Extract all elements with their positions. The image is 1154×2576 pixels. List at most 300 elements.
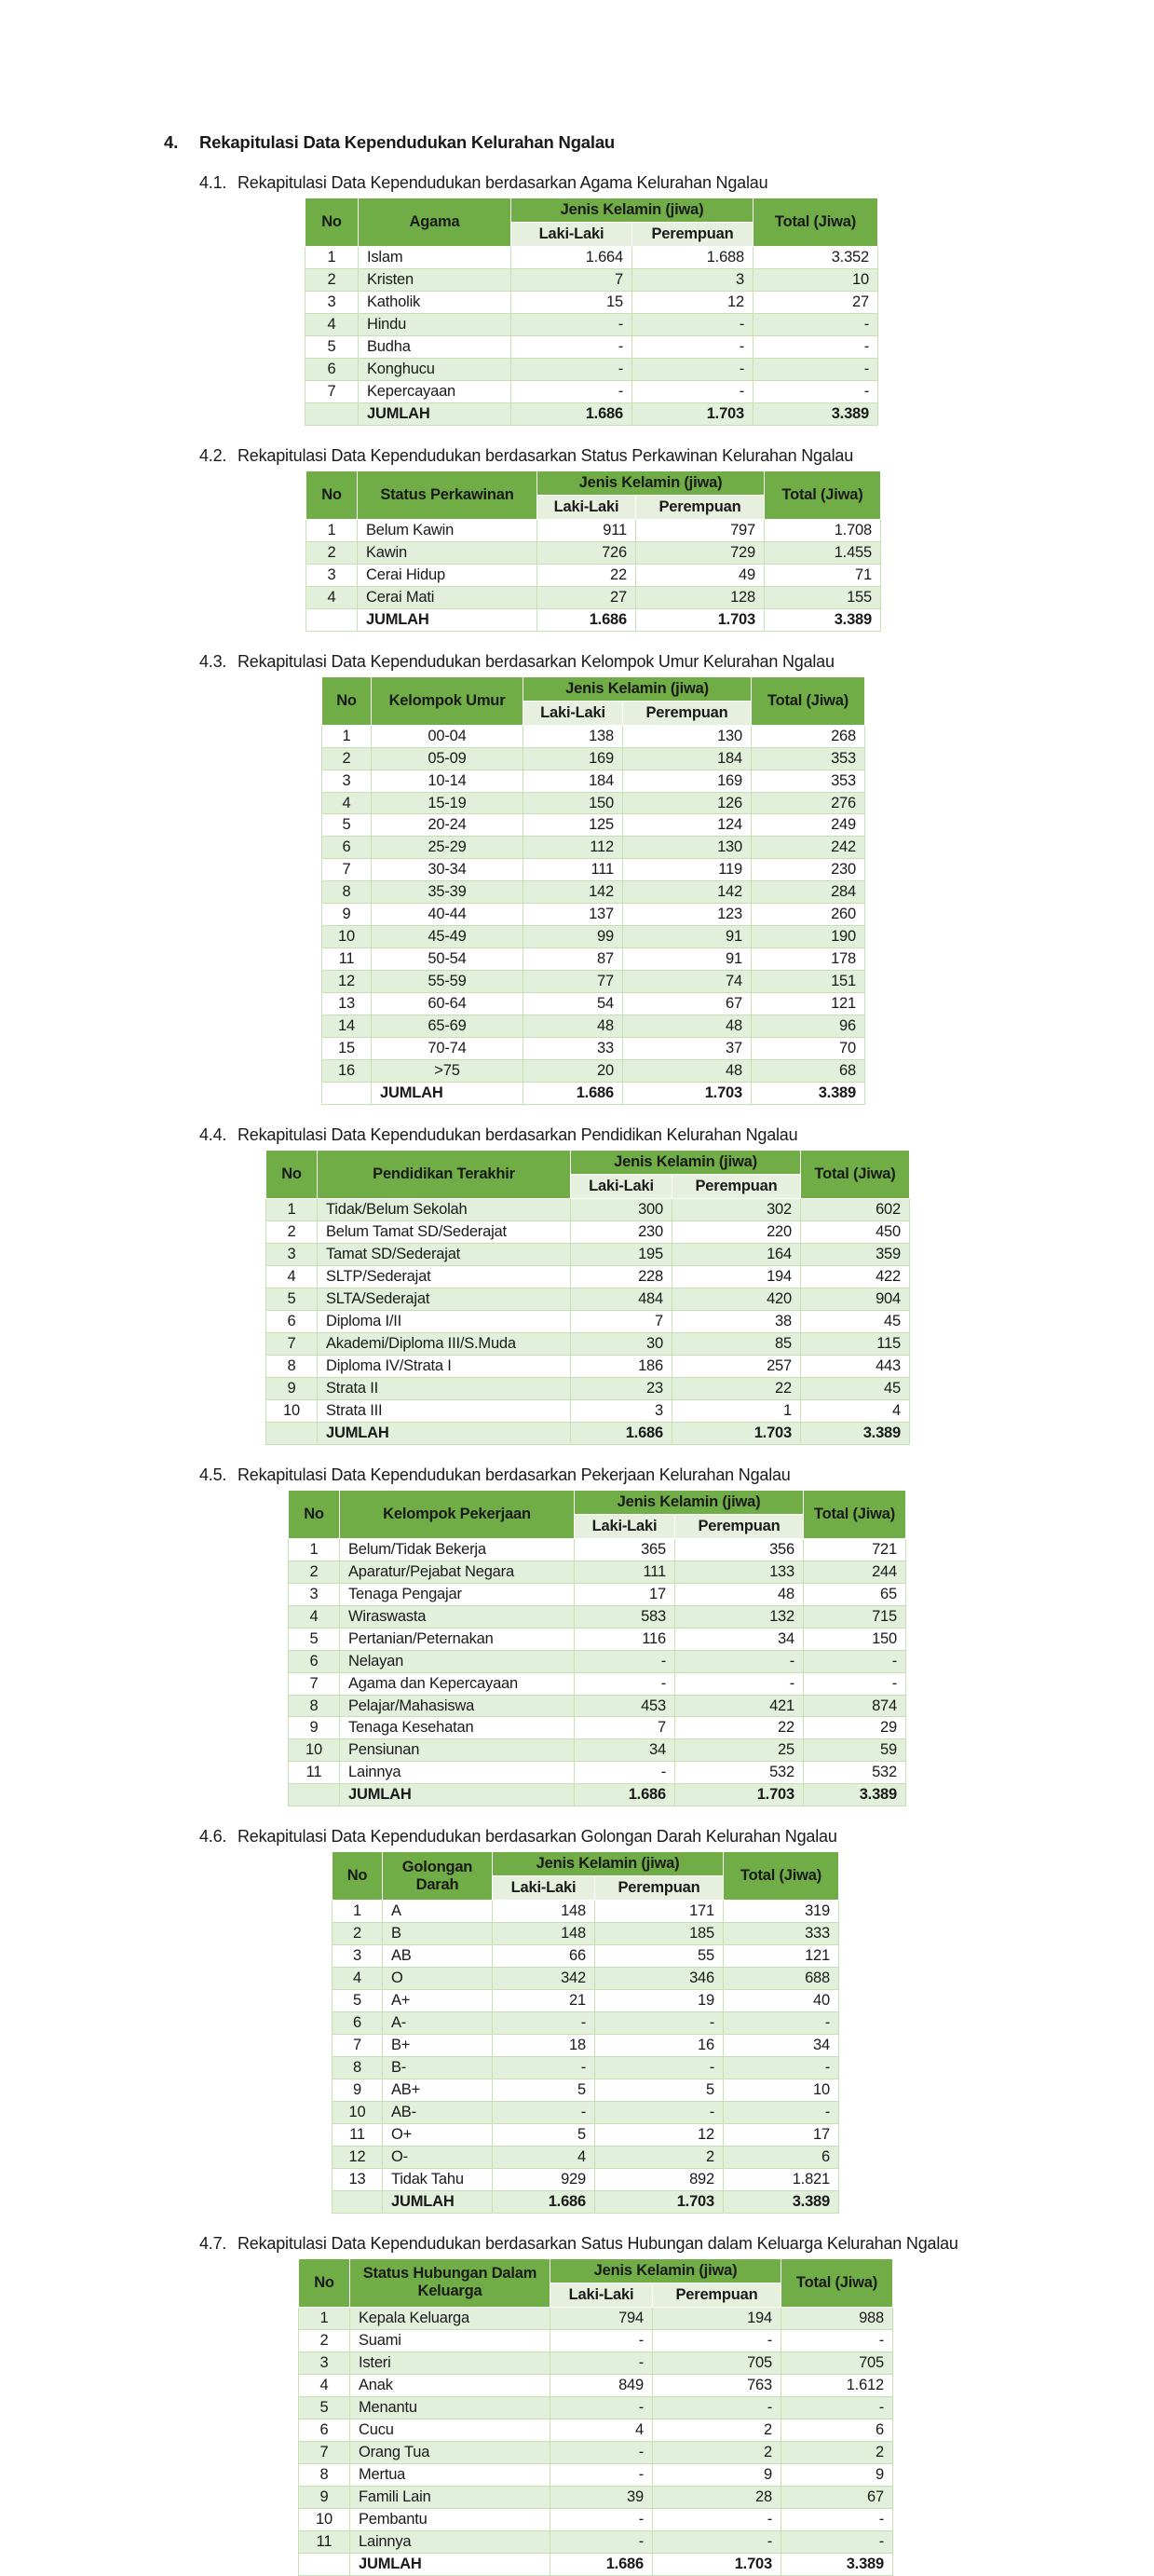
cell-laki-laki: 5 xyxy=(493,2079,595,2102)
cell-total: 450 xyxy=(801,1221,910,1244)
col-header-jenis-kelamin: Jenis Kelamin (jiwa) xyxy=(493,1852,724,1876)
jumlah-label: JUMLAH xyxy=(340,1784,575,1806)
cell-no: 3 xyxy=(266,1244,318,1266)
cell-no: 5 xyxy=(266,1288,318,1310)
cell-no: 6 xyxy=(299,2419,350,2441)
table-row xyxy=(305,268,878,291)
table-row xyxy=(322,770,865,792)
cell-category: A- xyxy=(383,2012,493,2035)
col-header-no: No xyxy=(266,1151,318,1199)
cell-perempuan: 194 xyxy=(672,1265,801,1288)
table-row xyxy=(322,881,865,904)
cell-total: 715 xyxy=(804,1605,906,1628)
table-row xyxy=(266,1244,910,1266)
subsection-heading xyxy=(199,2234,1154,2254)
cell-category: Orang Tua xyxy=(350,2441,550,2463)
cell-total: 45 xyxy=(801,1377,910,1399)
cell-perempuan: 48 xyxy=(623,1015,752,1038)
cell-no: 4 xyxy=(322,792,372,814)
col-header-laki-laki: Laki-Laki xyxy=(523,701,623,725)
cell-total: 3.389 xyxy=(801,1422,910,1444)
cell-perempuan: - xyxy=(595,2057,724,2079)
cell-no: 1 xyxy=(322,725,372,747)
cell-perempuan: 797 xyxy=(636,519,765,541)
cell-total: 155 xyxy=(765,586,881,608)
cell-total: 284 xyxy=(752,881,865,904)
subsection-title: Rekapitulasi Data Kependudukan berdasarkan Agama Kelurahan Ngalau xyxy=(238,173,768,192)
col-header-category: Kelompok Pekerjaan xyxy=(340,1490,575,1538)
cell-no: 9 xyxy=(322,904,372,926)
col-header-laki-laki: Laki-Laki xyxy=(511,223,632,247)
table-row xyxy=(289,1717,906,1739)
col-header-perempuan: Perempuan xyxy=(595,1876,724,1901)
jumlah-row xyxy=(289,1784,906,1806)
subsection-heading xyxy=(199,1125,1154,1145)
cell-category: Cerai Mati xyxy=(358,586,537,608)
table-row xyxy=(333,1990,839,2012)
header-row-1 xyxy=(333,1852,839,1876)
cell-category: 35-39 xyxy=(372,881,523,904)
table-row xyxy=(305,380,878,402)
cell-laki-laki: - xyxy=(575,1762,675,1784)
cell-perempuan: 25 xyxy=(675,1739,804,1762)
cell-laki-laki: - xyxy=(550,2351,653,2374)
cell-category: 70-74 xyxy=(372,1038,523,1060)
cell-category: 45-49 xyxy=(372,926,523,948)
cell-perempuan: 1.703 xyxy=(675,1784,804,1806)
cell-laki-laki: 148 xyxy=(493,1901,595,1923)
cell-total: 602 xyxy=(801,1199,910,1221)
cell-laki-laki: 48 xyxy=(523,1015,623,1038)
cell-no xyxy=(266,1422,318,1444)
cell-category: 55-59 xyxy=(372,971,523,993)
cell-total: 96 xyxy=(752,1015,865,1038)
cell-no: 4 xyxy=(306,586,358,608)
cell-laki-laki: 66 xyxy=(493,1945,595,1968)
cell-total: - xyxy=(724,2102,839,2124)
table-row xyxy=(322,948,865,971)
cell-category: Menantu xyxy=(350,2396,550,2419)
cell-no: 3 xyxy=(306,564,358,586)
cell-category: Cerai Hidup xyxy=(358,564,537,586)
table-row xyxy=(305,291,878,313)
cell-total: 45 xyxy=(801,1310,910,1332)
jumlah-row xyxy=(305,402,878,425)
cell-perempuan: 1.688 xyxy=(632,247,753,269)
cell-laki-laki: 3 xyxy=(571,1399,672,1422)
cell-total: 6 xyxy=(781,2419,893,2441)
cell-category: Islam xyxy=(359,247,511,269)
col-header-laki-laki: Laki-Laki xyxy=(493,1876,595,1901)
cell-perempuan: - xyxy=(632,313,753,335)
cell-total: - xyxy=(781,2329,893,2351)
table-row xyxy=(333,2102,839,2124)
col-header-no: No xyxy=(306,470,358,519)
cell-perempuan: 67 xyxy=(623,993,752,1015)
subsection-number: 4.3. xyxy=(199,651,227,671)
cell-perempuan: - xyxy=(595,2102,724,2124)
cell-perempuan: - xyxy=(595,2012,724,2035)
table-row xyxy=(333,1968,839,1990)
cell-category: Tidak/Belum Sekolah xyxy=(318,1199,571,1221)
jumlah-label: JUMLAH xyxy=(358,608,537,631)
col-header-jenis-kelamin: Jenis Kelamin (jiwa) xyxy=(550,2258,781,2283)
cell-category: 65-69 xyxy=(372,1015,523,1038)
cell-laki-laki: 184 xyxy=(523,770,623,792)
cell-laki-laki: 1.686 xyxy=(523,1083,623,1105)
subsection-heading xyxy=(199,446,1154,466)
cell-perempuan: - xyxy=(653,2508,781,2530)
cell-no: 2 xyxy=(299,2329,350,2351)
cell-laki-laki: 484 xyxy=(571,1288,672,1310)
table-pendidikan xyxy=(265,1150,910,1445)
cell-no: 4 xyxy=(299,2374,350,2396)
col-header-category: Golongan Darah xyxy=(383,1852,493,1901)
cell-perempuan: 346 xyxy=(595,1968,724,1990)
cell-laki-laki: 195 xyxy=(571,1244,672,1266)
cell-total: 268 xyxy=(752,725,865,747)
col-header-laki-laki: Laki-Laki xyxy=(575,1514,675,1538)
header-row-1 xyxy=(289,1490,906,1514)
cell-laki-laki: 148 xyxy=(493,1923,595,1945)
cell-laki-laki: 929 xyxy=(493,2168,595,2190)
cell-category: B- xyxy=(383,2057,493,2079)
col-header-jenis-kelamin: Jenis Kelamin (jiwa) xyxy=(537,470,765,495)
cell-total: 178 xyxy=(752,948,865,971)
jumlah-label: JUMLAH xyxy=(318,1422,571,1444)
cell-no: 1 xyxy=(289,1538,340,1561)
cell-category: A xyxy=(383,1901,493,1923)
subsection-pekerjaan xyxy=(0,1465,1154,1807)
cell-total: 9 xyxy=(781,2463,893,2486)
cell-no: 12 xyxy=(333,2147,383,2169)
cell-perempuan: 763 xyxy=(653,2374,781,2396)
cell-total: 353 xyxy=(752,770,865,792)
table-row xyxy=(289,1538,906,1561)
table-row xyxy=(266,1355,910,1377)
cell-category: Tenaga Pengajar xyxy=(340,1583,575,1605)
cell-no: 10 xyxy=(333,2102,383,2124)
header-row-1 xyxy=(299,2258,893,2283)
cell-category: A+ xyxy=(383,1990,493,2012)
cell-category: 10-14 xyxy=(372,770,523,792)
subsection-number: 4.5. xyxy=(199,1465,227,1484)
cell-no: 3 xyxy=(299,2351,350,2374)
table-row xyxy=(289,1695,906,1717)
cell-no: 2 xyxy=(333,1923,383,1945)
cell-no: 13 xyxy=(333,2168,383,2190)
cell-category: B xyxy=(383,1923,493,1945)
cell-total: 70 xyxy=(752,1038,865,1060)
cell-laki-laki: 794 xyxy=(550,2307,653,2329)
jumlah-row xyxy=(333,2190,839,2213)
col-header-category: Status Hubungan Dalam Keluarga xyxy=(350,2258,550,2307)
cell-no: 1 xyxy=(299,2307,350,2329)
subsection-number: 4.1. xyxy=(199,173,227,192)
cell-total: 67 xyxy=(781,2486,893,2508)
cell-no: 3 xyxy=(333,1945,383,1968)
col-header-laki-laki: Laki-Laki xyxy=(537,495,636,519)
cell-laki-laki: 125 xyxy=(523,814,623,837)
table-golongan-darah xyxy=(332,1851,839,2214)
cell-perempuan: 892 xyxy=(595,2168,724,2190)
cell-no: 1 xyxy=(266,1199,318,1221)
cell-laki-laki: 77 xyxy=(523,971,623,993)
table-row xyxy=(322,993,865,1015)
cell-no: 7 xyxy=(289,1672,340,1695)
cell-category: Famili Lain xyxy=(350,2486,550,2508)
jumlah-row xyxy=(266,1422,910,1444)
cell-perempuan: 123 xyxy=(623,904,752,926)
cell-no: 10 xyxy=(322,926,372,948)
cell-no: 12 xyxy=(322,971,372,993)
cell-no: 4 xyxy=(333,1968,383,1990)
table-row xyxy=(306,519,881,541)
cell-category: Belum Kawin xyxy=(358,519,537,541)
cell-total: 988 xyxy=(781,2307,893,2329)
cell-total: - xyxy=(753,380,878,402)
col-header-total: Total (Jiwa) xyxy=(801,1151,910,1199)
table-row xyxy=(306,586,881,608)
cell-total: 68 xyxy=(752,1060,865,1083)
cell-total: 1.455 xyxy=(765,541,881,564)
table-row xyxy=(333,2124,839,2147)
cell-laki-laki: - xyxy=(550,2463,653,2486)
subsection-number: 4.4. xyxy=(199,1125,227,1145)
cell-perempuan: 194 xyxy=(653,2307,781,2329)
cell-category: Pensiunan xyxy=(340,1739,575,1762)
cell-no: 8 xyxy=(289,1695,340,1717)
cell-category: 60-64 xyxy=(372,993,523,1015)
table-row xyxy=(333,2035,839,2057)
cell-category: Kawin xyxy=(358,541,537,564)
col-header-jenis-kelamin: Jenis Kelamin (jiwa) xyxy=(523,676,752,701)
cell-total: 29 xyxy=(804,1717,906,1739)
col-header-laki-laki: Laki-Laki xyxy=(550,2283,653,2307)
cell-total: 422 xyxy=(801,1265,910,1288)
cell-total: 65 xyxy=(804,1583,906,1605)
cell-no: 2 xyxy=(322,747,372,770)
cell-no: 7 xyxy=(305,380,359,402)
cell-perempuan: 19 xyxy=(595,1990,724,2012)
cell-perempuan: 184 xyxy=(623,747,752,770)
cell-perempuan: 128 xyxy=(636,586,765,608)
cell-laki-laki: 1.686 xyxy=(571,1422,672,1444)
table-row xyxy=(299,2463,893,2486)
cell-category: Tenaga Kesehatan xyxy=(340,1717,575,1739)
table-agama xyxy=(305,198,878,426)
cell-no: 5 xyxy=(299,2396,350,2419)
cell-no xyxy=(299,2553,350,2575)
cell-laki-laki: 169 xyxy=(523,747,623,770)
cell-perempuan: 16 xyxy=(595,2035,724,2057)
table-row xyxy=(322,926,865,948)
cell-perempuan: 49 xyxy=(636,564,765,586)
cell-no: 6 xyxy=(289,1650,340,1672)
col-header-jenis-kelamin: Jenis Kelamin (jiwa) xyxy=(511,198,753,223)
cell-perempuan: 164 xyxy=(672,1244,801,1266)
cell-laki-laki: - xyxy=(550,2329,653,2351)
cell-laki-laki: - xyxy=(493,2057,595,2079)
cell-category: O xyxy=(383,1968,493,1990)
cell-laki-laki: 30 xyxy=(571,1332,672,1355)
cell-no: 7 xyxy=(266,1332,318,1355)
table-row xyxy=(299,2486,893,2508)
cell-category: O+ xyxy=(383,2124,493,2147)
table-row xyxy=(266,1332,910,1355)
col-header-total: Total (Jiwa) xyxy=(804,1490,906,1538)
cell-no: 1 xyxy=(333,1901,383,1923)
cell-perempuan: 130 xyxy=(623,837,752,859)
cell-laki-laki: - xyxy=(550,2396,653,2419)
cell-no: 8 xyxy=(266,1355,318,1377)
subsection-title: Rekapitulasi Data Kependudukan berdasarkan Status Perkawinan Kelurahan Ngalau xyxy=(238,445,854,465)
cell-total: - xyxy=(753,358,878,380)
cell-total: 3.389 xyxy=(804,1784,906,1806)
cell-total: 121 xyxy=(752,993,865,1015)
cell-perempuan: - xyxy=(632,380,753,402)
cell-category: Agama dan Kepercayaan xyxy=(340,1672,575,1695)
col-header-no: No xyxy=(289,1490,340,1538)
cell-category: Lainnya xyxy=(350,2530,550,2553)
table-row xyxy=(299,2307,893,2329)
cell-category: 40-44 xyxy=(372,904,523,926)
jumlah-row xyxy=(322,1083,865,1105)
cell-category: Diploma IV/Strata I xyxy=(318,1355,571,1377)
cell-no: 6 xyxy=(322,837,372,859)
cell-total: 359 xyxy=(801,1244,910,1266)
table-row xyxy=(333,2079,839,2102)
cell-laki-laki: 230 xyxy=(571,1221,672,1244)
cell-perempuan: 2 xyxy=(653,2441,781,2463)
cell-category: >75 xyxy=(372,1060,523,1083)
cell-perempuan: 119 xyxy=(623,859,752,881)
cell-category: AB+ xyxy=(383,2079,493,2102)
cell-total: 3.389 xyxy=(752,1083,865,1105)
table-kelompok-umur xyxy=(321,676,865,1105)
cell-laki-laki: 583 xyxy=(575,1605,675,1628)
cell-perempuan: - xyxy=(653,2329,781,2351)
col-header-perempuan: Perempuan xyxy=(672,1175,801,1199)
col-header-category: Pendidikan Terakhir xyxy=(318,1151,571,1199)
cell-no: 11 xyxy=(322,948,372,971)
cell-perempuan: 1.703 xyxy=(632,402,753,425)
cell-no xyxy=(289,1784,340,1806)
cell-total: 1.821 xyxy=(724,2168,839,2190)
cell-perempuan: 38 xyxy=(672,1310,801,1332)
cell-perempuan: 5 xyxy=(595,2079,724,2102)
col-header-total: Total (Jiwa) xyxy=(765,470,881,519)
cell-total: 3.389 xyxy=(765,608,881,631)
cell-total: 705 xyxy=(781,2351,893,2374)
cell-laki-laki: 112 xyxy=(523,837,623,859)
cell-laki-laki: 99 xyxy=(523,926,623,948)
cell-perempuan: 169 xyxy=(623,770,752,792)
cell-perempuan: 2 xyxy=(595,2147,724,2169)
cell-no: 4 xyxy=(305,313,359,335)
cell-no: 6 xyxy=(305,358,359,380)
table-row xyxy=(299,2419,893,2441)
cell-laki-laki: 911 xyxy=(537,519,636,541)
table-row xyxy=(305,313,878,335)
cell-total: - xyxy=(804,1672,906,1695)
table-row xyxy=(266,1288,910,1310)
cell-perempuan: 9 xyxy=(653,2463,781,2486)
cell-category: Belum/Tidak Bekerja xyxy=(340,1538,575,1561)
table-row xyxy=(266,1199,910,1221)
cell-total: 34 xyxy=(724,2035,839,2057)
cell-laki-laki: 137 xyxy=(523,904,623,926)
cell-perempuan: 302 xyxy=(672,1199,801,1221)
cell-perempuan: 1.703 xyxy=(636,608,765,631)
cell-perempuan: 729 xyxy=(636,541,765,564)
cell-no: 8 xyxy=(333,2057,383,2079)
cell-perempuan: 91 xyxy=(623,948,752,971)
cell-laki-laki: 365 xyxy=(575,1538,675,1561)
cell-perempuan: 705 xyxy=(653,2351,781,2374)
cell-total: 1.612 xyxy=(781,2374,893,2396)
cell-laki-laki: 116 xyxy=(575,1628,675,1650)
cell-category: Kristen xyxy=(359,268,511,291)
col-header-category: Agama xyxy=(359,198,511,247)
cell-total: 27 xyxy=(753,291,878,313)
cell-no: 10 xyxy=(266,1399,318,1422)
cell-perempuan: - xyxy=(632,358,753,380)
table-row xyxy=(266,1221,910,1244)
table-row xyxy=(322,904,865,926)
cell-perempuan: 48 xyxy=(623,1060,752,1083)
cell-no: 3 xyxy=(305,291,359,313)
table-row xyxy=(305,247,878,269)
cell-category: Diploma I/II xyxy=(318,1310,571,1332)
col-header-total: Total (Jiwa) xyxy=(753,198,878,247)
main-heading-number: 4. xyxy=(164,132,179,152)
cell-total: 151 xyxy=(752,971,865,993)
cell-total: 276 xyxy=(752,792,865,814)
cell-no: 7 xyxy=(299,2441,350,2463)
cell-laki-laki: 300 xyxy=(571,1199,672,1221)
cell-total: 688 xyxy=(724,1968,839,1990)
col-header-perempuan: Perempuan xyxy=(675,1514,804,1538)
cell-no: 6 xyxy=(266,1310,318,1332)
cell-total: 443 xyxy=(801,1355,910,1377)
cell-no xyxy=(333,2190,383,2213)
cell-no: 5 xyxy=(333,1990,383,2012)
cell-category: Belum Tamat SD/Sederajat xyxy=(318,1221,571,1244)
cell-total: - xyxy=(781,2530,893,2553)
cell-category: Konghucu xyxy=(359,358,511,380)
subsection-golongan-darah xyxy=(0,1827,1154,2214)
table-row xyxy=(289,1583,906,1605)
cell-perempuan: 1.703 xyxy=(623,1083,752,1105)
cell-category: AB- xyxy=(383,2102,493,2124)
cell-perempuan: 22 xyxy=(675,1717,804,1739)
cell-category: Pembantu xyxy=(350,2508,550,2530)
cell-no: 2 xyxy=(306,541,358,564)
cell-no: 9 xyxy=(266,1377,318,1399)
cell-category: Budha xyxy=(359,335,511,358)
cell-category: Suami xyxy=(350,2329,550,2351)
cell-total: 150 xyxy=(804,1628,906,1650)
cell-total: 333 xyxy=(724,1923,839,1945)
table-row xyxy=(322,814,865,837)
cell-perempuan: 2 xyxy=(653,2419,781,2441)
table-row xyxy=(322,1038,865,1060)
cell-total: 319 xyxy=(724,1901,839,1923)
cell-no: 14 xyxy=(322,1015,372,1038)
cell-perempuan: 124 xyxy=(623,814,752,837)
cell-total: 242 xyxy=(752,837,865,859)
